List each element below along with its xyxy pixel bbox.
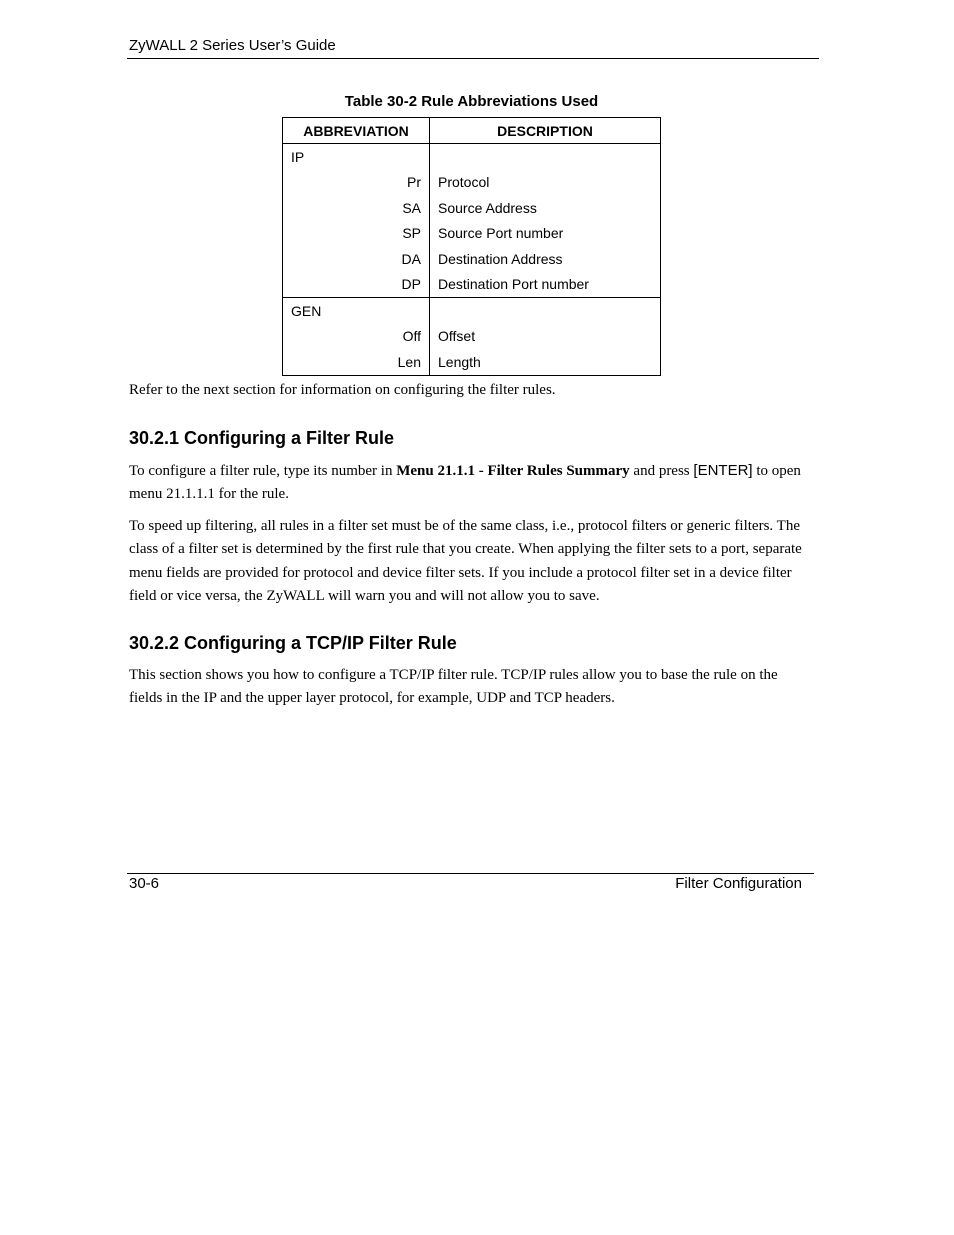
- abbr-cell: DP: [283, 272, 430, 298]
- desc-cell: Destination Address: [430, 246, 661, 272]
- table-group-row: [283, 144, 661, 170]
- abbr-cell: Off: [283, 324, 430, 350]
- table-row: [283, 324, 661, 350]
- paragraph-text: to open menu 21.1.1.1 for the rule.: [129, 463, 801, 503]
- desc-cell: Source Address: [430, 195, 661, 221]
- page-number: 30-6: [129, 875, 160, 892]
- column-header-description: DESCRIPTION: [430, 118, 661, 144]
- column-header-abbreviation: ABBREVIATION: [283, 118, 430, 144]
- table-row: [283, 195, 661, 221]
- group-name-gen: GEN: [283, 298, 430, 324]
- header-rule: [127, 58, 819, 59]
- table-row: [283, 246, 661, 272]
- enter-key-label: [ENTER]: [693, 462, 753, 479]
- section2-paragraph1: This section shows you how to configure a TCP/IP filter rule. TCP/IP rules allow you to base the rule on the fields in the IP and the upper layer protocol, for example, UDP and TCP headers.: [129, 667, 778, 707]
- desc-cell: Protocol: [430, 170, 661, 196]
- table-group-row: [283, 298, 661, 324]
- table-header-row: [283, 118, 661, 144]
- abbr-cell: SP: [283, 221, 430, 247]
- group-empty-cell: [430, 298, 661, 324]
- abbr-cell: SA: [283, 195, 430, 221]
- table-row: [283, 349, 661, 375]
- table-row: [283, 170, 661, 196]
- section-heading-filter-rule: 30.2.1 Configuring a Filter Rule: [129, 428, 395, 448]
- abbr-cell: Len: [283, 349, 430, 375]
- footer-rule: [127, 873, 814, 874]
- intro-paragraph: Refer to the next section for information on configuring the filter rules.: [129, 382, 556, 398]
- menu-reference: Menu 21.1.1 - Filter Rules Summary: [396, 463, 630, 479]
- desc-cell: Length: [430, 349, 661, 375]
- section1-paragraph2: To speed up filtering, all rules in a filter set must be of the same class, i.e., protocol filters or generic filters. The class of a filter set is determined by the first rule that you create. When applying the filter sets to a port, separate menu fields are provided for protocol and device filter sets. If you include a protocol filter set in a device filter field or vice versa, the ZyWALL will warn you and will not allow you to save.: [129, 518, 802, 604]
- desc-cell: Destination Port number: [430, 272, 661, 298]
- section-heading-tcpip-filter-rule: 30.2.2 Configuring a TCP/IP Filter Rule: [129, 633, 457, 653]
- desc-cell: Offset: [430, 324, 661, 350]
- abbr-cell: Pr: [283, 170, 430, 196]
- paragraph-text: To configure a filter rule, type its number in: [129, 463, 397, 479]
- paragraph-text: and press: [629, 463, 694, 479]
- chapter-title: Filter Configuration: [675, 875, 802, 892]
- rule-abbreviations-table: [282, 117, 661, 376]
- group-empty-cell: [430, 144, 661, 170]
- table-row: [283, 272, 661, 298]
- group-name-ip: IP: [283, 144, 430, 170]
- table-caption: Table 30-2 Rule Abbreviations Used: [344, 93, 599, 110]
- running-header: ZyWALL 2 Series User’s Guide: [129, 37, 336, 54]
- desc-cell: Source Port number: [430, 221, 661, 247]
- section1-paragraph1: [129, 459, 809, 507]
- table-row: [283, 221, 661, 247]
- abbr-cell: DA: [283, 246, 430, 272]
